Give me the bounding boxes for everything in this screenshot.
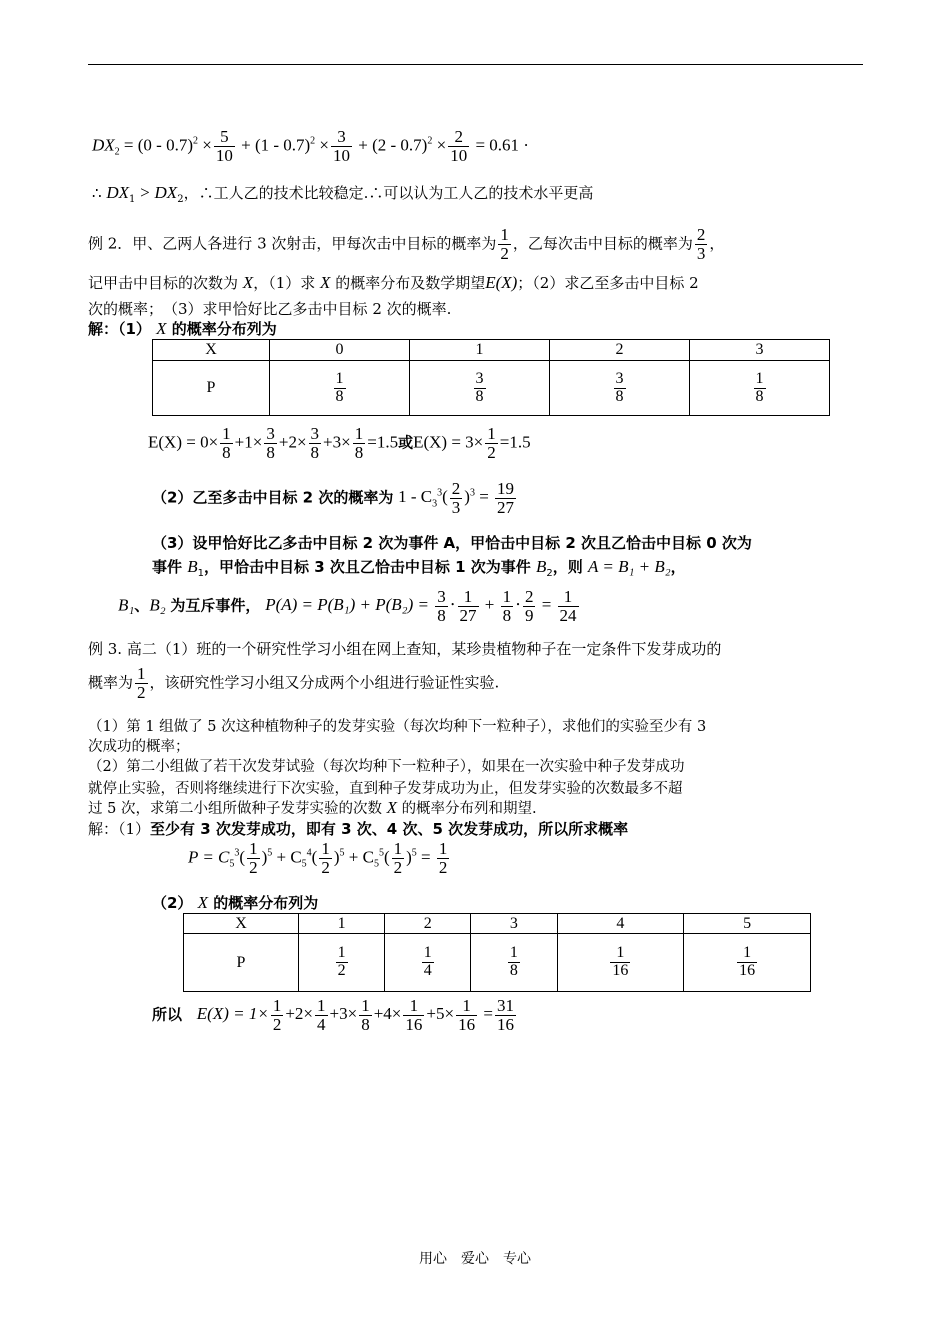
solution3-part2-label: （2） X 的概率分布列为 (152, 893, 319, 912)
table-cell: $\frac{1}{8}$ (471, 934, 557, 992)
table-cell: $\frac{3}{8}$ (410, 361, 550, 416)
table-cell: $\frac{1}{8}$ (690, 361, 830, 416)
solution2-part3-line2: 事件 $B_1$，甲恰击中目标 3 次且乙恰击中目标 1 次为事件 $B_2$，则 A = B₁ + B₂， (152, 557, 686, 579)
example3-line2: 概率为 $\frac{1}{2}$ ，该研究性学习小组又分成两个小组进行验证性实验. (88, 664, 500, 702)
example2-line2: 记甲击中目标的次数为 X，（1）求 X 的概率分布及数学期望E(X)；（2）求乙至多击中目标 2 (88, 273, 699, 292)
table-header-cell: X (184, 914, 299, 934)
example3-q2-line2: 就停止实验，否则将继续进行下次实验，直到种子发芽成功为止，但发芽实验的次数最多不超 (88, 781, 683, 797)
table-cell: $\frac{1}{2}$ (299, 934, 385, 992)
conclusion-line: ∴ $DX_1 > DX_2$，∴工人乙的技术比较稳定.∴可以认为工人乙的技术水平更高 (92, 183, 594, 205)
example3-line1: 例 3. 高二（1）班的一个研究性学习小组在网上查知，某珍贵植物种子在一定条件下发芽成功的 (88, 640, 722, 658)
table-header-cell: 0 (270, 340, 410, 361)
solution2-part3-line3: B₁、B₂ 为互斥事件， P(A) = P(B₁) + P(B₂) = $\frac{3}{8}$ ⋅ $\frac{1}{27}$ + $\frac{1}{8}$ ⋅ $\frac{2}{9}$ = $\frac{1}{24}$ (118, 587, 577, 625)
table-cell: $\frac{1}{16}$ (684, 934, 811, 992)
page-footer: 用心 爱心 专心 (419, 1251, 531, 1267)
table-header-cell: 5 (684, 914, 811, 934)
probability-formula: $P = C_5^3$( $\frac{1}{2}$ )$^5 + C_5^4$( $\frac{1}{2}$ )$^5 + C_5^5$( $\frac{1}{2}$ )$^5$ = $\frac{1}{2}$ (188, 839, 448, 877)
example3-q1-line2: 次成功的概率； (88, 739, 190, 755)
table-header-cell: 2 (550, 340, 690, 361)
solution2-part2: （2）乙至多击中目标 2 次的概率为 $1 - C_3^3$( $\frac{2}{3}$ )$^3$ = $\frac{19}{27}$ (152, 479, 515, 517)
table-header-cell: 3 (690, 340, 830, 361)
table-cell: $\frac{3}{8}$ (550, 361, 690, 416)
example3-q1-line1: （1）第 1 组做了 5 次这种植物种子的发芽实验（每次均种下一粒种子），求他们的实验至少有 3 (88, 719, 707, 735)
example3-q2-line3: 过 5 次，求第二小组所做种子发芽实验的次数 X 的概率分布列和期望. (88, 798, 537, 817)
table-header-cell: X (153, 340, 270, 361)
table-cell: $\frac{1}{8}$ (270, 361, 410, 416)
table-header-cell: 1 (299, 914, 385, 934)
table-row-label: P (184, 934, 299, 992)
solution2-part3-line1: （3）设甲恰好比乙多击中目标 2 次为事件 A，甲恰击中目标 2 次且乙恰击中目标 0 次为 (152, 534, 752, 552)
distribution-table-2 (183, 913, 811, 992)
header-rule (88, 64, 863, 65)
variance-formula: $DX_2 = (0 - 0.7)^2$ × $\frac{5}{10}$ + (1 - 0.7)$^2$ × $\frac{3}{10}$ + (2 - 0.7)$^2$ × $\frac{2}{10}$ = 0.61 · (92, 127, 529, 165)
table-header-cell: 1 (410, 340, 550, 361)
table-header-cell: 2 (385, 914, 471, 934)
expectation-formula-2: 所以 E(X) = 1× $\frac{1}{2}$ +2× $\frac{1}{4}$ +3× $\frac{1}{8}$ +4× $\frac{1}{16}$ +5× $\frac{1}{16}$ = $\frac{31}{16}$ (152, 996, 514, 1034)
table-header-cell: 4 (557, 914, 684, 934)
table-cell: $\frac{1}{16}$ (557, 934, 684, 992)
table-cell: $\frac{1}{4}$ (385, 934, 471, 992)
table-row-label: P (153, 361, 270, 416)
expectation-formula-1: E(X) = 0× $\frac{1}{8}$ +1× $\frac{3}{8}$ +2× $\frac{3}{8}$ +3× $\frac{1}{8}$ =1.5或E(X) = 3× $\frac{1}{2}$ =1.5 (148, 424, 531, 462)
solution2-label: 解：（1） X 的概率分布列为 (88, 319, 277, 338)
example2-line1: 例 2．甲、乙两人各进行 3 次射击，甲每次击中目标的概率为 $\frac{1}{2}$ ，乙每次击中目标的概率为 $\frac{2}{3}$ ， (88, 225, 725, 263)
solution3-label: 解：（1）至少有 3 次发芽成功，即有 3 次、4 次、5 次发芽成功，所以所求概率 (88, 820, 629, 838)
example3-q2-line1: （2）第二小组做了若干次发芽试验（每次均种下一粒种子），如果在一次实验中种子发芽成功 (88, 759, 685, 775)
example2-line3: 次的概率； （3）求甲恰好比乙多击中目标 2 次的概率. (88, 300, 452, 318)
distribution-table-1 (152, 339, 830, 416)
table-header-cell: 3 (471, 914, 557, 934)
